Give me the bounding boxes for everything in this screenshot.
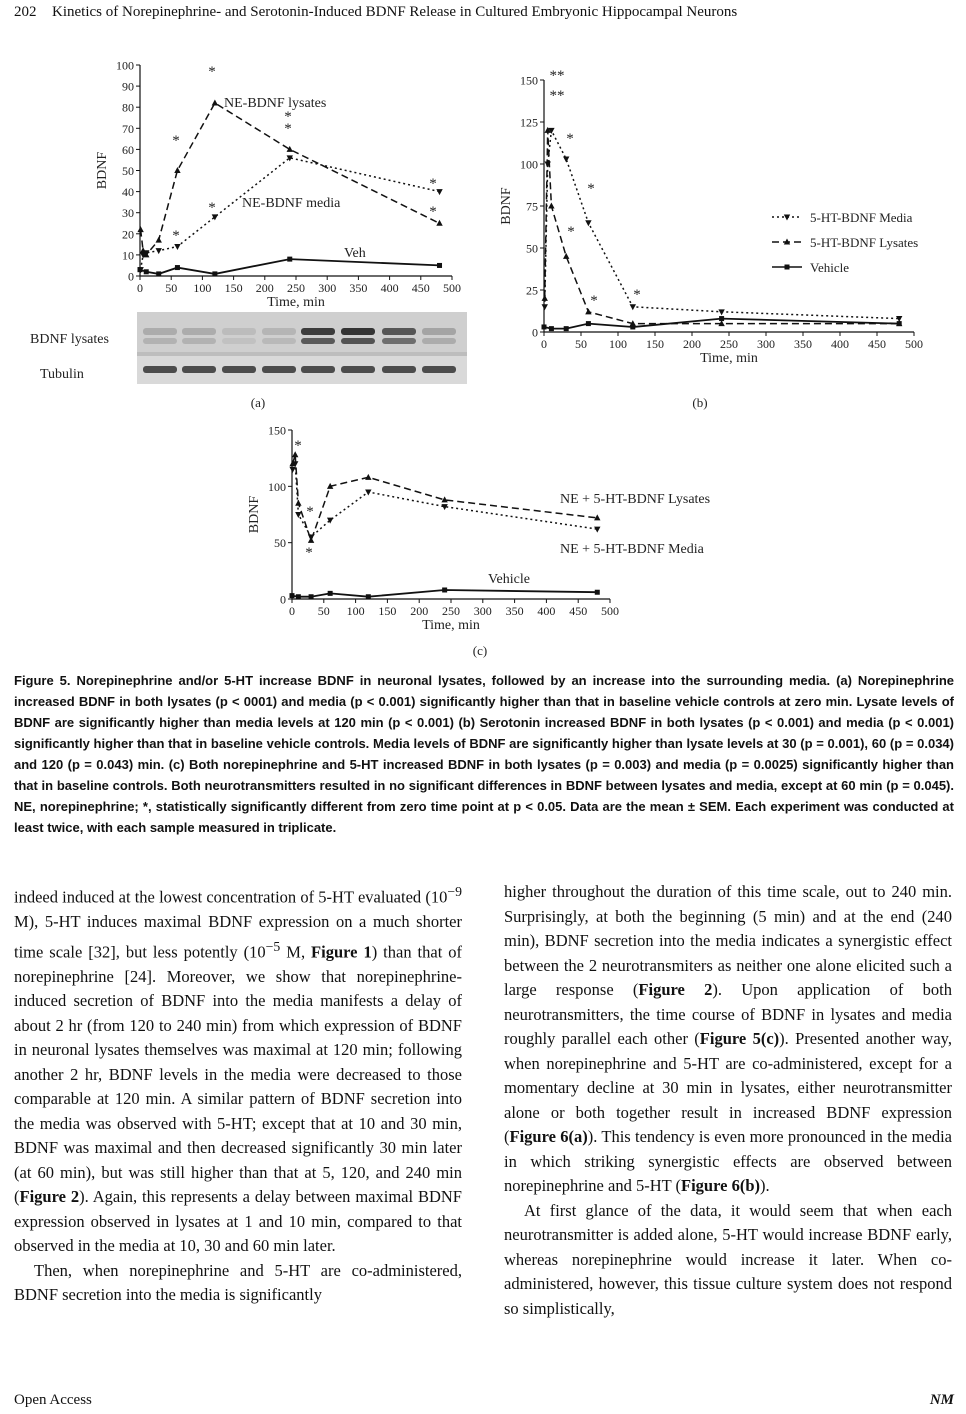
significance-marker: *: [284, 109, 292, 125]
y-tick-label: 25: [526, 283, 538, 298]
data-point: [212, 99, 218, 105]
significance-marker: *: [429, 176, 437, 192]
data-point: [585, 308, 591, 314]
data-point: [290, 593, 295, 598]
y-tick-label: 0: [532, 325, 538, 340]
figure-reference: Figure 6(a): [509, 1127, 588, 1146]
data-point: [156, 237, 162, 243]
text-run: ). Again, this represents a delay between maximal BDNF expression observed in lysates at 1 and 10 min, compared to that observed in the media at 10, 30 and 60 min later.: [14, 1187, 462, 1255]
x-tick-label: 200: [410, 604, 429, 618]
data-point: [897, 321, 902, 326]
series-line: [141, 158, 440, 270]
x-tick-label: 500: [905, 337, 923, 351]
data-point: [296, 594, 301, 599]
series-dotted: [137, 155, 442, 273]
x-tick-label: 50: [575, 337, 587, 351]
x-tick-label: 150: [646, 337, 664, 351]
panel-label-c: (c): [472, 643, 488, 658]
y-tick-label: 150: [520, 73, 538, 88]
western-blot: [30, 312, 467, 384]
blot-band: [143, 338, 177, 344]
x-tick-label: 0: [541, 337, 547, 351]
blot-band-tubulin: [382, 366, 416, 373]
blot-band: [422, 328, 456, 335]
panel-label-b: (b): [692, 395, 708, 410]
data-point: [564, 326, 569, 331]
y-axis-label: BDNF: [499, 187, 514, 225]
data-point: [719, 316, 724, 321]
x-tick-label: 200: [683, 337, 701, 351]
y-tick-label: 100: [520, 157, 538, 172]
significance-marker: *: [590, 293, 598, 309]
data-point: [436, 220, 442, 226]
x-tick-label: 50: [317, 604, 330, 618]
data-point: [174, 244, 180, 250]
y-tick-label: 50: [122, 164, 134, 178]
data-point: [327, 518, 333, 524]
y-axis-label: BDNF: [247, 495, 262, 534]
legend-label: 5-HT-BDNF Media: [810, 210, 913, 225]
x-tick-label: 0: [289, 604, 295, 618]
page-number: 202: [14, 4, 37, 20]
paragraph: [504, 880, 952, 1199]
series-label: Veh: [344, 246, 366, 261]
legend: [772, 210, 918, 275]
body-column-left: [14, 880, 462, 1308]
text-run: higher throughout the duration of this time scale, out to 240 min. Surprisingly, at both the beginning (5 min) and at the end (240 min), BDNF secretion into the media indicates a synergistic effect between the 2 neurotransmiters as neither one alone elicited such a large response (: [504, 882, 952, 999]
series-line: [545, 130, 900, 323]
data-point: [138, 267, 143, 272]
data-point: [442, 587, 447, 592]
text-run: indeed induced at the lowest concentration of 5-HT evaluated (10: [14, 887, 448, 907]
data-point: [563, 156, 569, 162]
blot-band: [422, 338, 456, 344]
blot-band: [222, 328, 256, 335]
data-point: [309, 594, 314, 599]
blot-band-tubulin: [222, 366, 256, 373]
significance-marker: *: [208, 64, 216, 80]
significance-marker: *: [566, 131, 574, 147]
blot-band-tubulin: [262, 366, 296, 373]
x-tick-label: 100: [609, 337, 627, 351]
blot-band: [143, 328, 177, 335]
paragraph: Then, when norepinephrine and 5-HT are co-administered, BDNF secretion into the media is significantly: [14, 1260, 462, 1304]
chart-panel-c: [247, 424, 710, 634]
y-axis-label: BDNF: [95, 151, 110, 190]
x-tick-label: 500: [443, 281, 461, 295]
legend-label: Vehicle: [810, 260, 849, 275]
data-point: [548, 203, 554, 209]
blot-band-tubulin: [301, 366, 335, 373]
x-tick-label: 450: [411, 281, 430, 295]
data-point: [437, 263, 442, 268]
data-point: [542, 324, 547, 329]
figure-reference: Figure 2: [638, 980, 713, 999]
blot-band-tubulin: [341, 366, 375, 373]
x-tick-label: 200: [255, 281, 274, 295]
data-point: [287, 257, 292, 262]
y-tick-label: 150: [268, 423, 286, 438]
series-label: NE-BDNF lysates: [224, 96, 327, 111]
figure-reference: Figure 2: [19, 1187, 80, 1206]
data-point: [595, 590, 600, 595]
x-axis-label: Time, min: [422, 618, 480, 633]
blot-band: [182, 328, 216, 335]
significance-marker: *: [208, 200, 216, 216]
blot-band: [222, 338, 256, 344]
superscript: −9: [447, 884, 462, 899]
blot-band: [301, 338, 335, 344]
data-point: [785, 265, 790, 270]
blot-band-tubulin: [422, 366, 456, 373]
data-point: [365, 474, 371, 480]
x-tick-label: 250: [442, 604, 460, 618]
significance-marker: *: [294, 438, 302, 454]
y-tick-label: 0: [280, 592, 286, 607]
x-tick-label: 100: [193, 281, 212, 295]
x-tick-label: 300: [757, 337, 775, 351]
x-tick-label: 450: [868, 337, 886, 351]
x-tick-label: 450: [569, 604, 588, 618]
blot-band: [301, 328, 335, 335]
superscript: −5: [265, 938, 281, 954]
data-point: [542, 304, 548, 310]
x-tick-label: 150: [378, 604, 397, 618]
series-solid: [138, 257, 443, 277]
text-run: ). This tendency is even more pronounced in the media in which striking synergistic effects are observed between norepinephrine and 5-HT (: [504, 1127, 952, 1195]
x-tick-label: 400: [831, 337, 849, 351]
y-tick-label: 50: [274, 536, 286, 551]
axis-lines: [544, 80, 914, 332]
data-point: [144, 269, 149, 274]
data-point: [212, 271, 217, 276]
significance-marker: *: [305, 545, 313, 561]
series-label: Vehicle: [488, 572, 530, 587]
blot-label-lysates: BDNF lysates: [30, 332, 109, 347]
x-tick-label: 350: [505, 604, 524, 618]
footer-open-access: Open Access: [14, 1392, 92, 1408]
y-tick-label: 30: [122, 206, 134, 221]
data-point: [784, 215, 790, 221]
data-point: [718, 309, 724, 315]
data-point: [366, 594, 371, 599]
chart-panel-a: [95, 59, 461, 311]
data-point: [328, 591, 333, 596]
x-tick-label: 350: [349, 281, 368, 295]
x-tick-label: 500: [601, 604, 619, 618]
significance-marker: *: [429, 204, 437, 220]
y-tick-label: 70: [122, 121, 134, 136]
footer-journal: NM: [929, 1392, 954, 1408]
text-run: ) than that of norepinephrine [24]. Moreover, we show that norepinephrine-induced secretion of BDNF into the media manifests a delay of about 2 hr (from 120 to 240 min) from which expression of BDNF in neuronal lysates themselves was maximal at 120 min; following another 2 hr, BDNF levels in the media were decreased to those comparable at 120 min. A similar pattern of BDNF secretion into the media was observed with 5-HT; except that at 10 and 30 min, BDNF was maximal and then decreased significantly 30 min later (at 60 min), but was still higher than that at 5, 120, and 240 min (: [14, 942, 463, 1206]
x-axis-label: Time, min: [700, 351, 758, 366]
text-run: M), 5-HT induces maximal BDNF expression on a much shorter time scale [32], but less potently (10: [14, 912, 462, 961]
significance-marker: *: [284, 121, 292, 137]
x-tick-label: 150: [224, 281, 243, 295]
series-solid: [290, 587, 600, 599]
chart-panel-b: [499, 68, 923, 366]
page-footer: [14, 1392, 954, 1412]
y-tick-label: 100: [268, 479, 286, 494]
y-tick-label: 80: [122, 100, 134, 115]
data-point: [156, 271, 161, 276]
blot-band-tubulin: [182, 366, 216, 373]
y-tick-label: 75: [526, 199, 538, 214]
blot-band: [382, 338, 416, 344]
x-tick-label: 350: [794, 337, 812, 351]
series-label: NE-BDNF media: [242, 196, 341, 211]
figure-caption: Figure 5. Norepinephrine and/or 5-HT increase BDNF in neuronal lysates, followed by an increase into the surrounding media. (a) Norepinephrine increased BDNF in both lysates (p < 0001) and media (p < 0.001) significantly higher than that in baseline vehicle controls at zero min. Lysate levels of BDNF are significantly higher than media levels at 120 min (p < 0.001) (b) Serotonin increased BDNF in both lysates (p < 0.001) and media (p < 0.001) significantly higher than that in baseline vehicle controls. Media levels of BDNF are significantly higher than lysate levels at 30 (p = 0.001), 60 (p = 0.034) and 120 (p = 0.043) min. (c) Both norepinephrine and 5-HT increased BDNF in both lysates (p = 0.003) and media (p = 0.0025) significantly higher than that in baseline controls. Both neurotransmitters resulted in no significant differences in BDNF between lysates and media, except at 60 min (p = 0.045). NE, norepinephrine; *, statistically significantly different from zero time point at p < 0.05. Data are the mean ± SEM. Each experiment was conducted at least twice, with each sample measured in triplicate.: [14, 673, 954, 835]
x-axis-label: Time, min: [267, 295, 325, 310]
blot-band: [382, 328, 416, 335]
x-tick-label: 300: [318, 281, 337, 295]
data-point: [137, 226, 143, 232]
text-run: ). Upon application of both neurotransmitters, the time course of BDNF in lysates and media roughly parallel each other (: [504, 980, 952, 1048]
data-point: [287, 146, 293, 152]
data-point: [585, 220, 591, 226]
series-label: NE + 5-HT-BDNF Lysates: [560, 492, 711, 507]
data-point: [630, 304, 636, 310]
blot-band: [182, 338, 216, 344]
blot-band: [262, 338, 296, 344]
data-point: [630, 324, 635, 329]
significance-marker: *: [172, 133, 180, 149]
figure-reference: Figure 5(c): [699, 1029, 780, 1048]
figure-reference: Figure 1: [311, 942, 372, 961]
significance-marker: *: [587, 181, 595, 197]
data-point: [586, 321, 591, 326]
blot-band: [341, 338, 375, 344]
x-tick-label: 250: [720, 337, 738, 351]
text-run: ). Presented another way, when norepinephrine and 5-HT are co-administered, except for a momentary decline at 30 min in lysates, either neurotransmitter alone or both together result in increased BDNF expression (: [504, 1029, 952, 1146]
y-tick-label: 125: [520, 115, 538, 130]
blot-band-tubulin: [143, 366, 177, 373]
significance-marker: *: [567, 224, 575, 240]
figure-reference: Figure 6(b): [681, 1176, 760, 1195]
y-tick-label: 10: [122, 248, 134, 263]
series-label: NE + 5-HT-BDNF Media: [560, 542, 704, 557]
text-run: ).: [760, 1176, 770, 1195]
paragraph: At first glance of the data, it would seem that when each neurotransmitter is added alone, 5-HT would increase BDNF early, whereas norepinephrine would increase it later. When co-administered, however, this tissue culture system does not respond so simplistically,: [504, 1200, 952, 1318]
significance-marker: **: [549, 88, 565, 104]
x-tick-label: 400: [537, 604, 556, 618]
data-point: [156, 248, 162, 254]
blot-band: [341, 328, 375, 335]
y-tick-label: 100: [116, 58, 134, 73]
data-point: [549, 326, 554, 331]
x-tick-label: 400: [380, 281, 399, 295]
significance-marker: *: [172, 228, 180, 244]
y-tick-label: 50: [526, 241, 538, 256]
x-tick-label: 300: [473, 604, 492, 618]
data-point: [542, 295, 548, 301]
y-tick-label: 60: [122, 142, 134, 157]
figure-5: [0, 0, 966, 665]
data-point: [441, 496, 447, 502]
y-tick-label: 40: [122, 185, 134, 200]
x-tick-label: 0: [137, 281, 143, 295]
data-point: [365, 489, 371, 495]
text-run: M,: [280, 942, 312, 961]
y-tick-label: 90: [122, 79, 134, 94]
data-point: [175, 265, 180, 270]
legend-label: 5-HT-BDNF Lysates: [810, 235, 919, 250]
data-point: [289, 467, 295, 473]
paragraph: [14, 880, 462, 1259]
blot-label-tubulin: Tubulin: [40, 367, 84, 382]
x-tick-label: 100: [346, 604, 365, 618]
significance-marker: **: [549, 68, 565, 84]
x-tick-label: 250: [287, 281, 305, 295]
running-title: Kinetics of Norepinephrine- and Serotonin-Induced BDNF Release in Cultured Embryonic Hippocampal Neurons: [52, 4, 738, 20]
data-point: [563, 253, 569, 259]
y-tick-label: 20: [122, 227, 134, 242]
significance-marker: *: [633, 287, 641, 303]
data-point: [436, 189, 442, 195]
data-point: [308, 535, 314, 541]
series-dashed: [289, 451, 600, 543]
x-tick-label: 50: [165, 281, 178, 295]
data-point: [594, 527, 600, 533]
body-column-right: [504, 880, 952, 1321]
y-tick-label: 0: [128, 269, 134, 284]
significance-marker: *: [306, 504, 314, 520]
panel-label-a: (a): [250, 395, 266, 410]
blot-band: [262, 328, 296, 335]
